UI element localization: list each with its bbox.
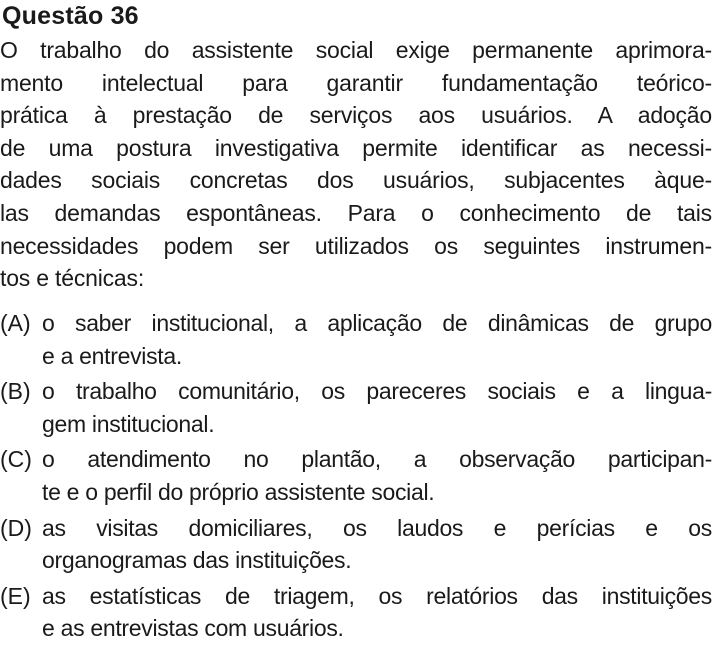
question-stem: [0, 34, 712, 295]
option-line: o atendimento no plantão, a observação participan-: [42, 446, 712, 473]
option-text: [42, 307, 712, 372]
option-c[interactable]: [0, 443, 712, 508]
option-e[interactable]: [0, 580, 712, 645]
stem-line: dades sociais concretas dos usuários, subjacentes àque-: [0, 167, 712, 194]
option-line: as visitas domiciliares, os laudos e perícias e os: [42, 514, 712, 541]
option-text: [42, 443, 712, 508]
stem-line: de uma postura investigativa permite identificar as necessi-: [0, 134, 712, 161]
option-line: organogramas das instituições.: [42, 547, 352, 574]
option-line: o saber institucional, a aplicação de dinâmicas de grupo: [42, 310, 712, 336]
stem-line: tos e técnicas:: [0, 265, 145, 292]
option-d[interactable]: [0, 512, 712, 577]
stem-line: mento intelectual para garantir fundamentação teórico-: [0, 69, 712, 96]
option-b[interactable]: [0, 375, 712, 440]
stem-line: O trabalho do assistente social exige permanente aprimora-: [0, 37, 712, 63]
stem-line: las demandas espontâneas. Para o conhecimento de tais: [0, 199, 712, 226]
option-line: e as entrevistas com usuários.: [42, 615, 344, 642]
answer-options: [0, 307, 712, 648]
option-text: [42, 375, 712, 440]
option-line: e a entrevista.: [42, 342, 182, 369]
option-text: [42, 580, 712, 645]
option-text: [42, 512, 712, 577]
option-line: gem institucional.: [42, 410, 215, 437]
option-a[interactable]: [0, 307, 712, 372]
option-letter: (E): [0, 582, 31, 609]
option-letter: (A): [0, 310, 31, 336]
stem-line: prática à prestação de serviços aos usuários. A adoção: [0, 102, 712, 129]
stem-line: necessidades podem ser utilizados os seguintes instrumen-: [0, 232, 712, 259]
option-letter: (B): [0, 378, 31, 405]
option-letter: (C): [0, 446, 32, 473]
option-line: o trabalho comunitário, os pareceres sociais e a lingua-: [42, 378, 712, 405]
question-title: Questão 36: [2, 2, 139, 30]
option-letter: (D): [0, 514, 32, 541]
option-line: as estatísticas de triagem, os relatórios das instituições: [42, 582, 712, 609]
option-line: te e o perfil do próprio assistente social.: [42, 478, 435, 505]
